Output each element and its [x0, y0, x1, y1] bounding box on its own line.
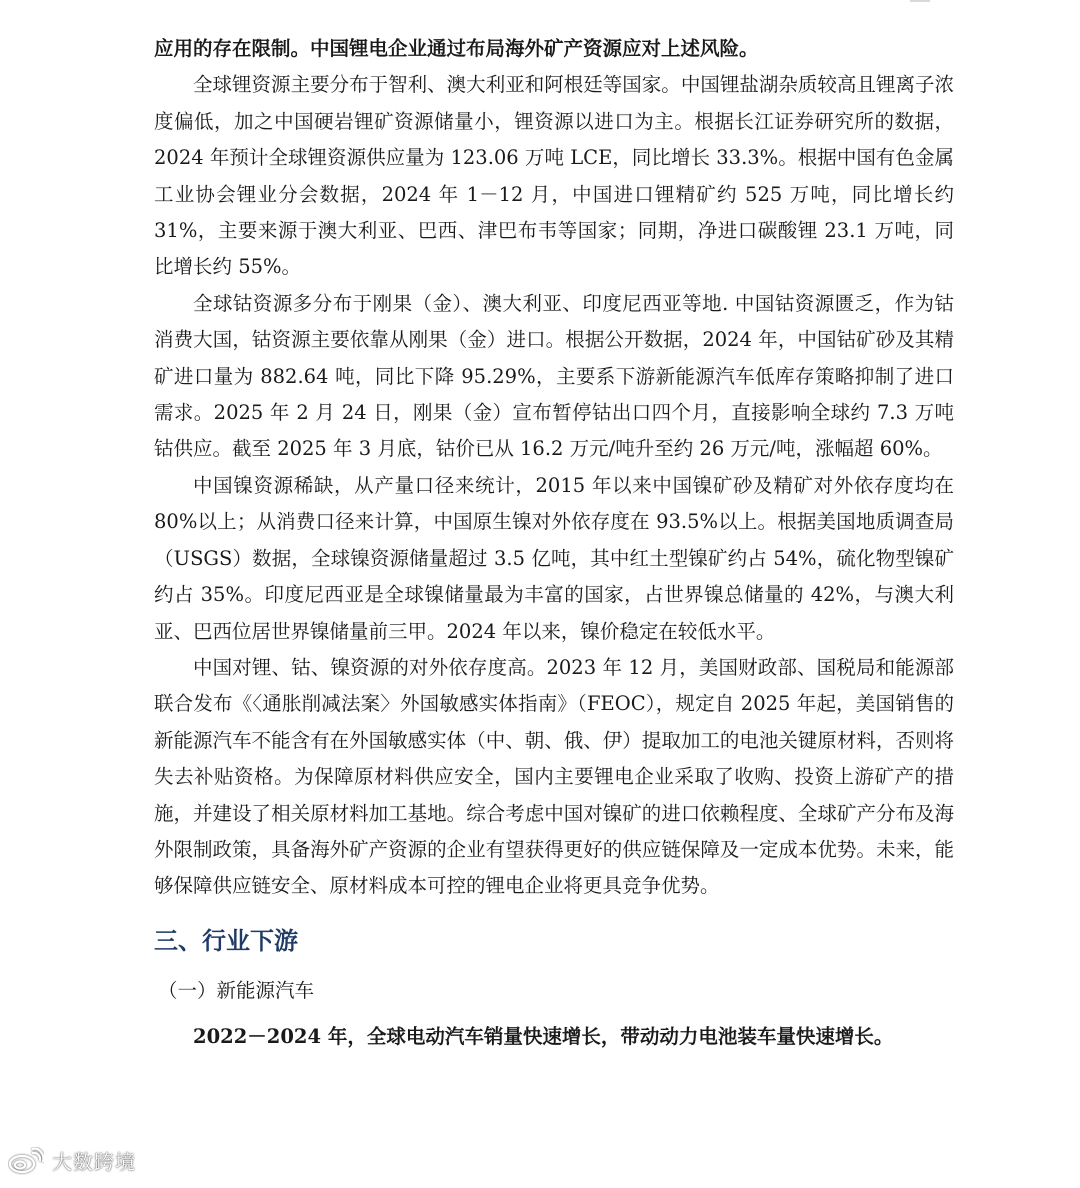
document-page	[154, 31, 954, 1055]
top-rule	[910, 0, 930, 2]
paragraph-ev-sales-lead: 2022－2024 年，全球电动汽车销量快速增长，带动动力电池装车量快速增长。	[193, 1024, 894, 1048]
watermark-text: 大数跨境	[52, 1150, 136, 1174]
watermark	[8, 1146, 136, 1175]
subsection-heading: （一）新能源汽车	[158, 978, 315, 1002]
weibo-logo-icon	[8, 1147, 44, 1175]
paragraph-lithium-risk-conclusion: 应用的存在限制。中国锂电企业通过布局海外矿产资源应对上述风险。	[154, 37, 759, 60]
section-heading: 三、行业下游	[154, 926, 298, 955]
paragraph-cobalt: 全球钴资源多分布于刚果（金）、澳大利亚、印度尼西亚等地. 中国钴资源匮乏，作为钴消费大国，钴资源主要依靠从刚果（金）进口。根据公开数据，2024 年，中国钴矿砂及其精矿进口量为 882.64 吨，同比下降 95.29%，主要系下游新能源汽车低库存策略抑制了进口需求。2025 年 2 月 24 日，刚果（金）宣布暂停钴出口四个月，直接影响全球约 7.3 万吨钴供应。截至 2025 年 3 月底，钴价已从 16.2 万元/吨升至约 26 万元/吨，涨幅超 60%。	[154, 291, 954, 461]
paragraph-nickel: 中国镍资源稀缺，从产量口径来统计，2015 年以来中国镍矿砂及精矿对外依存度均在 80%以上；从消费口径来计算，中国原生镍对外依存度在 93.5%以上。根据美国地质调查局（USGS）数据，全球镍资源储量超过 3.5 亿吨，其中红土型镍矿约占 54%，硫化物型镍矿约占 35%。印度尼西亚是全球镍储量最为丰富的国家，占世界镍总储量的 42%，与澳大利亚、巴西位居世界镍储量前三甲。2024 年以来，镍价稳定在较低水平。	[154, 473, 954, 643]
paragraph-supply-chain: 中国对锂、钴、镍资源的对外依存度高。2023 年 12 月，美国财政部、国税局和能源部联合发布《〈通胀削减法案〉外国敏感实体指南》（FEOC），规定自 2025 年起，美国销售的新能源汽车不能含有在外国敏感实体（中、朝、俄、伊）提取加工的电池关键原材料，否则将失去补贴资格。为保障原材料供应安全，国内主要锂电企业采取了收购、投资上游矿产的措施，并建设了相关原材料加工基地。综合考虑中国对镍矿的进口依赖程度、全球矿产分布及海外限制政策，具备海外矿产资源的企业有望获得更好的供应链保障及一定成本优势。未来，能够保障供应链安全、原材料成本可控的锂电企业将更具竞争优势。	[154, 655, 954, 898]
paragraph-lithium: 全球锂资源主要分布于智利、澳大利亚和阿根廷等国家。中国锂盐湖杂质较高且锂离子浓度偏低，加之中国硬岩锂矿资源储量小，锂资源以进口为主。根据长江证券研究所的数据，2024 年预计全球锂资源供应量为 123.06 万吨 LCE，同比增长 33.3%。根据中国有色金属工业协会锂业分会数据，2024 年 1－12 月，中国进口锂精矿约 525 万吨，同比增长约 31%，主要来源于澳大利亚、巴西、津巴布韦等国家；同期，净进口碳酸锂 23.1 万吨，同比增长约 55%。	[154, 73, 954, 279]
